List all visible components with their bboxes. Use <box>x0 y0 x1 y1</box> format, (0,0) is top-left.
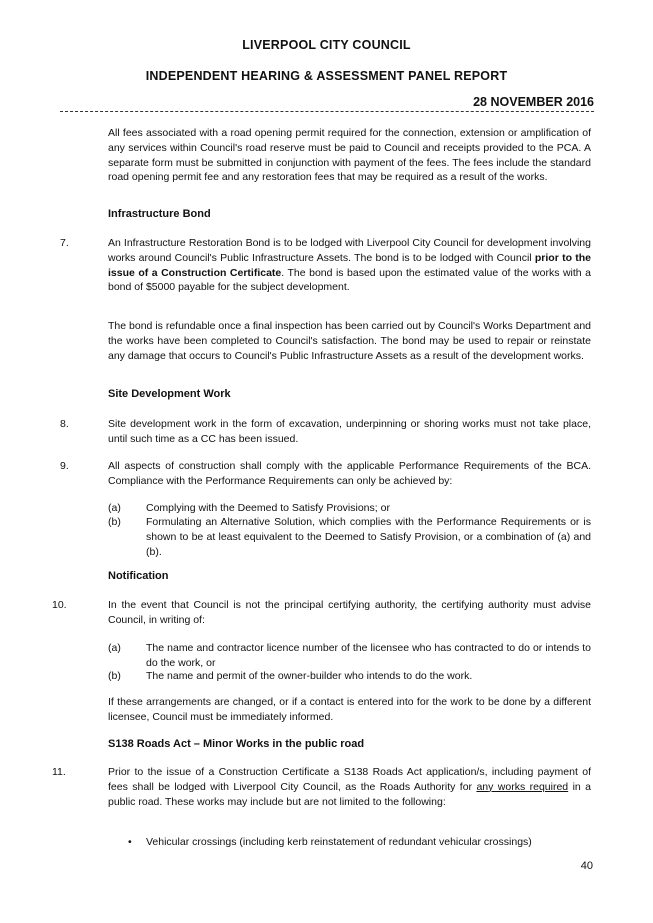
item-11-underlined-text: any works required <box>476 780 569 793</box>
item-11-number: 11. <box>52 766 66 778</box>
item-10b-label: (b) <box>108 670 121 682</box>
report-date: 28 NOVEMBER 2016 <box>473 95 594 109</box>
intro-paragraph: All fees associated with a road opening permit required for the connection, extension or amplification of any services within Council's road reserve must be paid to Council and receipts provided to the PCA. A separate form must be submitted in conjunction with payment of the fees. The fees include the standard road opening permit fee and any restoration fees that may be required as a result of the works. <box>108 127 591 184</box>
item-10a-label: (a) <box>108 642 121 654</box>
item-9a-label: (a) <box>108 502 121 514</box>
item-7-text-part1: An Infrastructure Restoration Bond is to be lodged with Liverpool City Council for development involving works around Council's Public Infrastructure Assets. The bond is to be lodged with Council <box>108 237 591 264</box>
item-7-text <box>108 236 591 295</box>
bullet-marker: • <box>128 836 132 848</box>
header-divider <box>60 111 594 112</box>
item-8-number: 8. <box>60 418 69 430</box>
item-7-text-part2: . The bond is based upon the estimated value of the works with a bond of $5000 payable for the subject development. <box>108 266 591 294</box>
infrastructure-bond-heading: Infrastructure Bond <box>108 208 211 220</box>
council-title: LIVERPOOL CITY COUNCIL <box>242 38 411 52</box>
item-9b-label: (b) <box>108 516 121 528</box>
roads-act-heading: S138 Roads Act – Minor Works in the public road <box>108 738 365 750</box>
item-10-text: In the event that Council is not the principal certifying authority, the certifying authority must advise Council, in writing of: <box>108 599 591 626</box>
item-11-text-part2: in a public road. These works may include but are not limited to the following: <box>108 780 591 808</box>
item-9b-text: Formulating an Alternative Solution, which complies with the Performance Requirements or is shown to be at least equivalent to the Deemed to Satisfy Provision, or a combination of (a) and (b). <box>146 516 591 558</box>
item-9-text: All aspects of construction shall comply with the applicable Performance Requirements of the BCA. Compliance with the Performance Requirements can only be achieved by: <box>108 460 591 487</box>
site-development-heading: Site Development Work <box>108 388 231 400</box>
notification-heading: Notification <box>108 570 169 582</box>
item-7-number: 7. <box>60 237 69 249</box>
item-11-text <box>108 765 591 809</box>
item-11-text-part1: Prior to the issue of a Construction Certificate a S138 Roads Act application/s, including payment of fees shall be lodged with Liverpool City Council, as the Roads Authority for <box>108 766 591 793</box>
item-10b-text: The name and permit of the owner-builder who intends to do the work. <box>146 670 473 682</box>
notification-closing: If these arrangements are changed, or if a contact is entered into for the work to be done by a different licensee, Council must be immediately informed. <box>108 696 591 723</box>
item-9-number: 9. <box>60 460 69 472</box>
item-10-number: 10. <box>52 599 67 611</box>
page-number: 40 <box>580 860 593 872</box>
item-10a-text: The name and contractor licence number of the licensee who has contracted to do or intends to do the work, or <box>146 642 591 669</box>
item-9a-text: Complying with the Deemed to Satisfy Provisions; or <box>146 502 390 514</box>
item-8-text: Site development work in the form of excavation, underpinning or shoring works must not take place, until such time as a CC has been issued. <box>108 418 591 445</box>
item-7-bold-text: prior to the issue of a Construction Certificate <box>108 251 591 279</box>
report-title: INDEPENDENT HEARING & ASSESSMENT PANEL REPORT <box>145 69 508 83</box>
bond-refund-paragraph: The bond is refundable once a final inspection has been carried out by Council's Works Department and the works have been completed to Council's satisfaction. The bond may be used to repair or reinstate any damage that occurs to Council's Public Infrastructure Assets as a result of the development works. <box>108 320 591 362</box>
bullet-text: Vehicular crossings (including kerb reinstatement of redundant vehicular crossings) <box>146 836 532 848</box>
